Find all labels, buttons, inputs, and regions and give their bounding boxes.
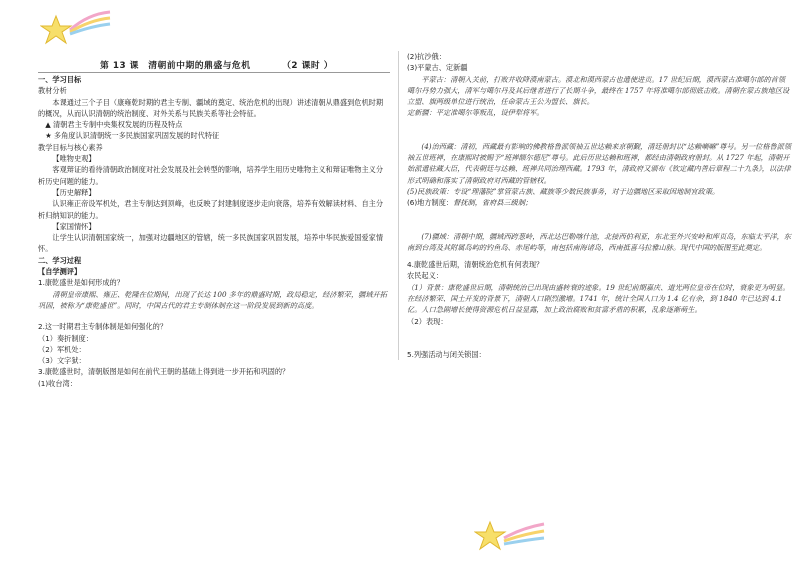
title-divider xyxy=(38,72,390,73)
q4-manifestation: （2）表现： xyxy=(407,316,448,326)
tibet-text: (4)治西藏：清初，西藏最有影响的佛教格鲁派领袖五世达赖来京朝觐，清廷册封以“达赖喇嘛”尊号。另一位格鲁派领袖五世班禅，在康熙时被赐予“班禅额尔德尼”尊号。此后历世达赖和班禅，都经由清朝政府册封。从 1727 年起，清朝开始派遣驻藏大臣，代表朝廷与达赖、班禅共同治理西藏。1793 年，清政府又颁布《钦定藏内善后章程二十九条》，以法律形式明确和落实了清朝政府对西藏的管辖权。 xyxy=(407,141,792,185)
question-3: 3.康乾盛世时，清朝版图是如何在前代王朝的基础上得到进一步开拓和巩固的？ xyxy=(38,367,290,377)
ethnic-policy-text: (5)民族政策：专设“理藩院”掌管蒙古族、藏族等少数民族事务，对于边疆地区采取因地制宜政策。 xyxy=(407,186,720,196)
territory-text: (7)疆域：清朝中期，疆域西跨葱岭，西北达巴勒喀什池，北接西伯利亚，东北至外兴安岭和库页岛，东临太平洋，东南到台湾及其附属岛屿的钓鱼岛、赤尾屿等，南包括南海诸岛，西南抵喜马拉雅山脉。现代中国的版图至此奠定。 xyxy=(407,231,791,252)
q3-item-2: (2)抗沙俄： xyxy=(407,52,446,61)
local-system-label: (6)地方制度： xyxy=(407,198,454,208)
q3-item-6 xyxy=(407,197,792,208)
lesson-title-text: 第 13 课 清朝前中期的鼎盛与危机 xyxy=(100,61,251,71)
key-point-1: ▲ 清朝君主专制中央集权发展的历程及特点 xyxy=(45,120,183,130)
question-5: 5.列强活动与闭关锁国： xyxy=(407,349,486,359)
analysis-label: 教材分析 xyxy=(38,86,67,96)
literacy-text-1: 客观辩证的看待清朝政治制度对社会发展及社会转型的影响，培养学生用历史唯物主义和辩证唯物主义分析历史问题的能力。 xyxy=(38,165,384,186)
analysis-text: 本课通过三个子目（康雍乾时期的君主专制、疆域的奠定、统治危机的出现）讲述清朝从鼎盛到危机时期的概况，从而认识清朝的统治制度、对外关系与民族关系等社会特征。 xyxy=(38,97,384,118)
shooting-star-icon xyxy=(40,8,112,48)
literacy-text-2: 认识雍正帝设军机处，君主专制达到顶峰，也反映了封建制度逐步走向衰落，培养有效解读材料、自主分析归纳知识的能力。 xyxy=(38,199,384,220)
answer-1: 清朝皇帝康熙、雍正、乾隆在位期间，出现了长达 100 多年的鼎盛时期，政局稳定，经济繁荣，疆域开拓巩固，被称为“康乾盛世”。同时，中国古代的君主专制体制在这一阶段发展到新的高度。 xyxy=(38,289,387,310)
q4-sub-label: 农民起义： xyxy=(407,271,443,281)
q4-background-text: （1）背景：康乾盛世后期，清朝统治已出现由盛转衰的迹象。19 世纪前期嘉庆、道光两位皇帝在位时，衰象更为明显。在经济繁荣、国土开发的背景下，清朝人口剧烈激增。1741 年，统计全国人口为 1.4 亿有余，到 1840 年已达到 4.1 亿。人口急剧增长使得资源危机日益显露，加上政治腐败和贫富矛盾的积累，乱象逐渐萌生。 xyxy=(407,282,790,315)
literacy-tag-1: 【唯物史观】 xyxy=(52,154,96,164)
question-4: 4.康乾盛世后期，清朝统治危机有何表现？ xyxy=(407,260,544,270)
xinjiang-text: 定新疆：平定准噶尔等叛乱，设伊犁将军。 xyxy=(407,108,544,118)
question-1: 1.康乾盛世是如何形成的？ xyxy=(38,278,124,288)
goals-label: 教学目标与核心素养 xyxy=(38,142,103,152)
literacy-text-3: 让学生认识清朝国家统一，加强对边疆地区的管辖，统一多民族国家巩固发展，培养中华民族爱国爱家情怀。 xyxy=(38,233,384,254)
q2-item-2: （2）军机处： xyxy=(38,344,86,354)
right-column xyxy=(398,51,792,360)
section-heading-goals: 一、学习目标 xyxy=(38,75,82,84)
literacy-tag-2: 【历史解释】 xyxy=(52,187,96,197)
q2-item-3: （3）文字狱： xyxy=(38,356,86,366)
left-column xyxy=(38,74,390,389)
key-point-2: ★ 多角度认识清朝统一多民族国家巩固发展的时代特征 xyxy=(45,131,220,141)
local-system-text: 督抚制，省府县三级制； xyxy=(453,198,533,208)
lesson-title xyxy=(100,58,333,71)
lesson-period: （2 课时 ） xyxy=(282,61,334,71)
shooting-star-icon xyxy=(474,516,546,556)
mongolia-text: 平蒙古：清朝入关前，打败并收降漠南蒙古。漠北和漠西蒙古也遣使进贡。17 世纪后期，漠西蒙古准噶尔部的首领噶尔丹势力强大，清军与噶尔丹及其后继者进行了长期斗争，最终在 1757 年将准噶尔部彻底击败。清朝在蒙古族地区设立盟、旗两级单位进行统治，任命蒙古王公为盟长、旗长。 xyxy=(407,74,790,107)
q3-item-3: (3)平蒙古、定新疆 xyxy=(407,63,468,73)
q2-item-1: （1）奏折制度： xyxy=(38,333,93,343)
literacy-tag-3: 【家国情怀】 xyxy=(52,221,96,231)
self-test-heading: 【自学测评】 xyxy=(38,267,82,277)
section-heading-process: 二、学习过程 xyxy=(38,255,82,265)
question-2: 2.这一时期君主专制体制是如何强化的？ xyxy=(38,322,168,332)
q3-item-1: (1)收台湾： xyxy=(38,378,77,388)
